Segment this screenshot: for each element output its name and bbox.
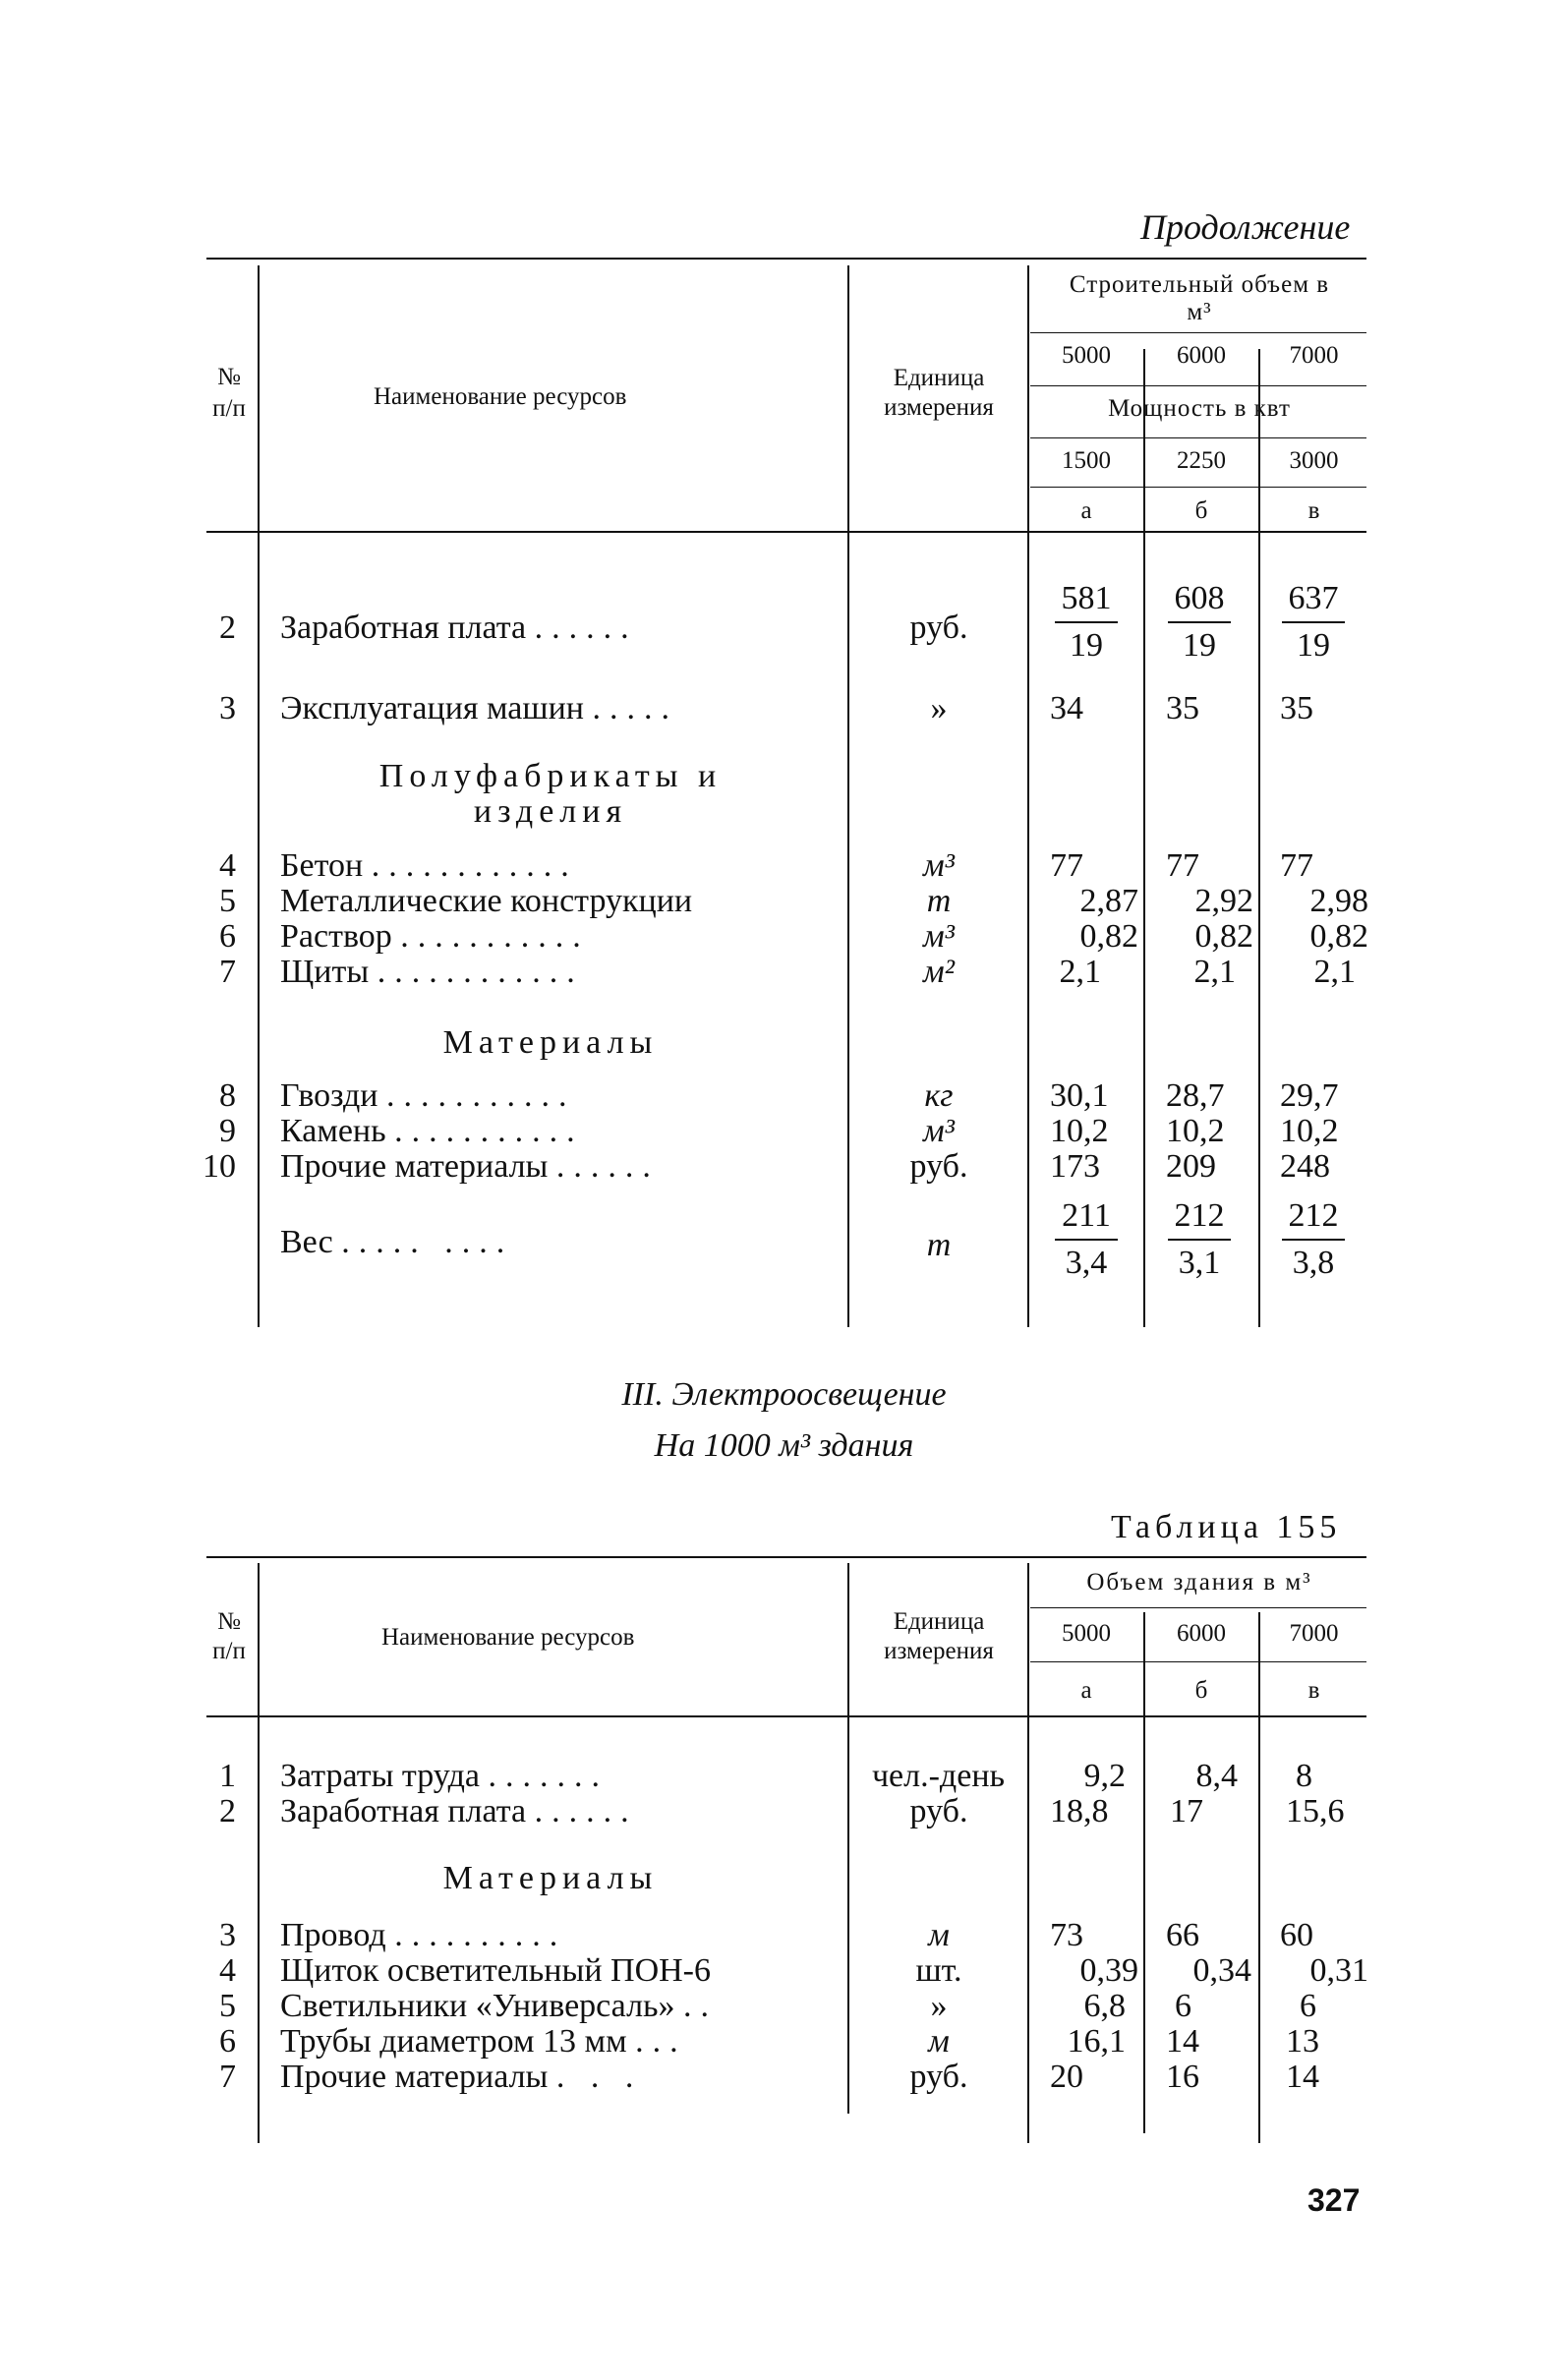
row-name: Бетон ............ — [280, 847, 578, 884]
table-row: 7 — [219, 2059, 236, 2095]
table-row: 5 — [219, 1988, 236, 2024]
table1-header-letter-c: в — [1307, 497, 1320, 524]
cell-a: 2,87 — [1079, 883, 1138, 919]
row-unit: кг — [924, 1077, 954, 1114]
table-row: 4 — [219, 847, 236, 884]
cell-b: 0,82 — [1194, 918, 1253, 955]
section-subtitle: На 1000 м³ здания — [654, 1427, 914, 1464]
cell-c: 14 — [1286, 2059, 1319, 2095]
section-heading: Материалы — [442, 1024, 659, 1061]
row-unit: шт. — [915, 1952, 962, 1989]
section-heading: Полуфабрикаты и изделия — [378, 758, 723, 830]
cell-b: 8,4 — [1195, 1758, 1238, 1794]
row-unit: чел.-день — [871, 1758, 1006, 1794]
cell-c: 29,7 — [1280, 1077, 1339, 1114]
row-name: Гвозди ........... — [280, 1077, 576, 1114]
row-unit: м — [928, 1917, 950, 1953]
cell-b: 14 — [1166, 2023, 1199, 2060]
row-unit: руб. — [909, 1148, 968, 1185]
cell-c: 0,31 — [1309, 1952, 1368, 1989]
table1-header-power-title: Мощность в квт — [1108, 395, 1291, 422]
table-row: 4 — [219, 1952, 236, 1989]
fraction-cell-b: 608 19 — [1160, 580, 1239, 665]
table-row: 1 — [219, 1758, 236, 1794]
cell-b: 66 — [1166, 1917, 1199, 1953]
cell-a: 16,1 — [1067, 2023, 1126, 2060]
row-name: Щиток осветительный ПОН-6 — [280, 1952, 711, 1989]
cell-c: 248 — [1280, 1148, 1330, 1185]
row-name: Заработная плата ...... — [280, 610, 638, 646]
cell-c: 60 — [1280, 1917, 1313, 1953]
cell-c: 2,1 — [1313, 954, 1356, 990]
cell-b: 209 — [1166, 1148, 1216, 1185]
cell-c: 35 — [1280, 690, 1313, 726]
cell-a: 0,39 — [1079, 1952, 1138, 1989]
table1-header-num: № п/п — [212, 364, 246, 422]
row-unit: руб. — [909, 2059, 968, 2095]
row-name: Вес ..... .... — [280, 1224, 514, 1260]
table-row: 9 — [219, 1113, 236, 1149]
cell-a: 77 — [1050, 847, 1083, 884]
row-unit: руб. — [909, 610, 968, 646]
cell-c: 6 — [1300, 1988, 1316, 2024]
cell-a: 34 — [1050, 690, 1083, 726]
cell-a: 10,2 — [1050, 1113, 1109, 1149]
cell-b: 77 — [1166, 847, 1199, 884]
cell-b: 35 — [1166, 690, 1199, 726]
cell-a: 30,1 — [1050, 1077, 1109, 1114]
cell-b: 2,92 — [1194, 883, 1253, 919]
row-name: Камень ........... — [280, 1113, 584, 1149]
cell-a: 73 — [1050, 1917, 1083, 1953]
table-row: 2 — [219, 610, 236, 646]
row-unit: руб. — [909, 1793, 968, 1829]
row-unit: м² — [923, 954, 955, 990]
row-unit: м³ — [923, 1113, 955, 1149]
table2-header-letter-a: а — [1080, 1677, 1092, 1704]
row-name: Прочие материалы ...... — [280, 1148, 660, 1185]
cell-c: 77 — [1280, 847, 1313, 884]
table1-header-letter-b: б — [1194, 497, 1208, 524]
table1-header-vol-a: 5000 — [1062, 342, 1111, 369]
table2-header-volume-title: Объем здания в м³ — [1086, 1569, 1312, 1596]
cell-b: 10,2 — [1166, 1113, 1225, 1149]
table1-header-vol-c: 7000 — [1289, 342, 1339, 369]
row-name: Затраты труда ....... — [280, 1758, 610, 1794]
row-unit: » — [930, 1988, 948, 2024]
table-row: 3 — [219, 690, 236, 726]
table1-header-letter-a: а — [1080, 497, 1092, 524]
table1-header-volume-title: Строительный объем в м³ — [1069, 271, 1330, 325]
table1-header-unit: Единица измерения — [884, 365, 994, 421]
table2-header-vol-c: 7000 — [1289, 1620, 1339, 1647]
cell-b: 16 — [1166, 2059, 1199, 2095]
cell-c: 15,6 — [1286, 1793, 1345, 1829]
table2-header-vol-b: 6000 — [1177, 1620, 1226, 1647]
cell-c: 2,98 — [1309, 883, 1368, 919]
page-number: 327 — [1307, 2182, 1361, 2218]
fraction-cell-a: 581 19 — [1047, 580, 1126, 665]
row-name: Прочие материалы . . . — [280, 2059, 643, 2095]
table-row: 10 — [203, 1148, 236, 1185]
row-unit: т — [926, 1227, 952, 1263]
table1-header-pow-b: 2250 — [1177, 447, 1226, 474]
section-title: III. Электроосвещение — [621, 1376, 947, 1413]
table-row: 3 — [219, 1917, 236, 1953]
row-unit: » — [930, 690, 948, 726]
row-unit: м³ — [923, 847, 955, 884]
row-name: Эксплуатация машин ..... — [280, 690, 678, 726]
row-unit: т — [926, 883, 952, 919]
row-name: Трубы диаметром 13 мм ... — [280, 2023, 687, 2060]
row-name: Светильники «Универсаль» .. — [280, 1988, 719, 2024]
cell-b: 17 — [1170, 1793, 1203, 1829]
cell-c: 10,2 — [1280, 1113, 1339, 1149]
cell-c: 8 — [1296, 1758, 1312, 1794]
table-row: 2 — [219, 1793, 236, 1829]
cell-c: 0,82 — [1309, 918, 1368, 955]
table-row: 7 — [219, 954, 236, 990]
cell-b: 6 — [1175, 1988, 1191, 2024]
cell-a: 2,1 — [1059, 954, 1101, 990]
table2-header-vol-a: 5000 — [1062, 1620, 1111, 1647]
cell-a: 9,2 — [1083, 1758, 1126, 1794]
cell-a: 173 — [1050, 1148, 1100, 1185]
table1-header-pow-a: 1500 — [1062, 447, 1111, 474]
table-label: Таблица 155 — [1111, 1509, 1342, 1545]
table2-header-num: № п/п — [212, 1608, 246, 1664]
fraction-cell-b: 212 3,1 — [1160, 1197, 1239, 1282]
cell-b: 0,34 — [1192, 1952, 1251, 1989]
table1-header-name: Наименование ресурсов — [374, 383, 627, 410]
cell-a: 0,82 — [1079, 918, 1138, 955]
table-row: 5 — [219, 883, 236, 919]
row-name: Щиты ............ — [280, 954, 584, 990]
row-unit: м — [928, 2023, 950, 2060]
table2-header-letter-b: б — [1194, 1677, 1208, 1704]
cell-a: 6,8 — [1083, 1988, 1126, 2024]
section-heading: Материалы — [442, 1860, 659, 1896]
fraction-cell-c: 637 19 — [1274, 580, 1353, 665]
cell-b: 28,7 — [1166, 1077, 1225, 1114]
row-unit: м³ — [923, 918, 955, 955]
row-name: Заработная плата ...... — [280, 1793, 638, 1829]
table1-header-vol-b: 6000 — [1177, 342, 1226, 369]
cell-c: 13 — [1286, 2023, 1319, 2060]
continuation-label: Продолжение — [1140, 207, 1351, 247]
table-row: 6 — [219, 918, 236, 955]
table2-header-name: Наименование ресурсов — [381, 1624, 635, 1651]
table2-header-unit: Единица измерения — [884, 1608, 994, 1664]
cell-b: 2,1 — [1193, 954, 1236, 990]
table2-header-letter-c: в — [1307, 1677, 1320, 1704]
row-name: Раствор ........... — [280, 918, 590, 955]
table-row: 6 — [219, 2023, 236, 2060]
row-name: Провод .......... — [280, 1917, 567, 1953]
table1-header-pow-c: 3000 — [1289, 447, 1339, 474]
fraction-cell-c: 212 3,8 — [1274, 1197, 1353, 1282]
cell-a: 20 — [1050, 2059, 1083, 2095]
row-name: Металлические конструкции — [280, 883, 693, 919]
fraction-cell-a: 211 3,4 — [1047, 1197, 1126, 1282]
cell-a: 18,8 — [1050, 1793, 1109, 1829]
table-row: 8 — [219, 1077, 236, 1114]
